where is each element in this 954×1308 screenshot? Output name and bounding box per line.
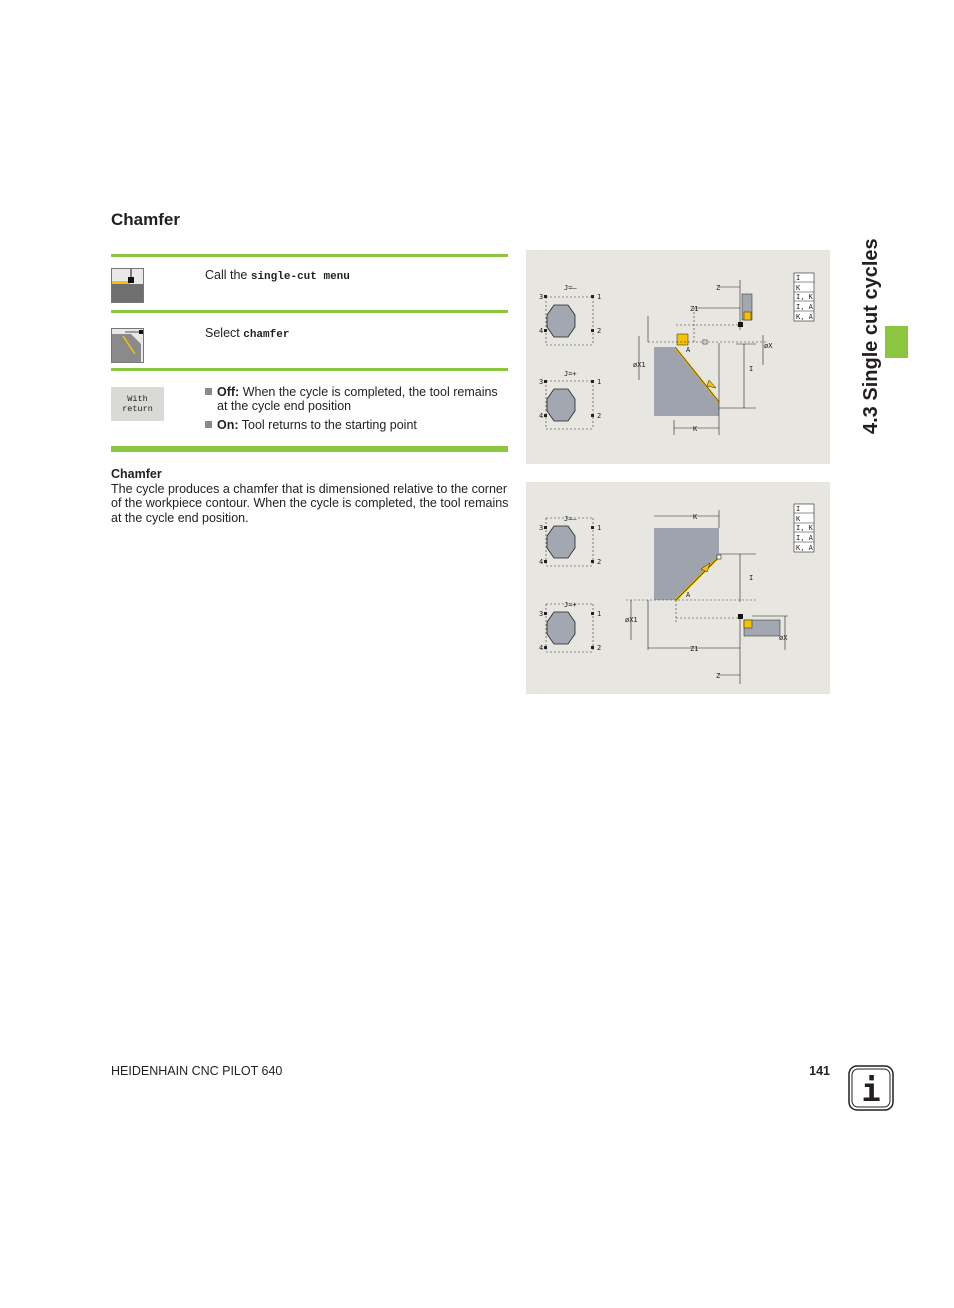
single-cut-menu-code: single-cut menu — [250, 271, 350, 283]
svg-text:2: 2 — [597, 327, 602, 335]
option-on: On: Tool returns to the starting point — [205, 418, 510, 432]
description-heading: Chamfer — [111, 467, 162, 481]
chamfer-description — [111, 467, 511, 525]
step-select-chamfer: Select chamfer — [205, 326, 290, 341]
green-rule-bottom — [111, 446, 508, 452]
svg-text:Z1: Z1 — [690, 645, 699, 653]
green-rule-2 — [111, 310, 508, 313]
bullet-square-icon — [205, 421, 212, 428]
svg-text:1: 1 — [597, 378, 602, 386]
svg-text:2: 2 — [597, 644, 602, 652]
svg-text:3: 3 — [539, 524, 544, 532]
label-k: K — [693, 425, 698, 433]
svg-text:3: 3 — [539, 378, 544, 386]
svg-text:K: K — [796, 515, 801, 523]
parameter-table — [794, 273, 814, 321]
green-rule-top — [111, 254, 508, 257]
svg-text:I, K: I, K — [796, 293, 813, 301]
single-cut-menu-icon[interactable] — [111, 268, 144, 303]
svg-text:i: i — [861, 1071, 881, 1109]
section-title: Chamfer — [111, 210, 180, 229]
svg-text:I: I — [796, 274, 801, 282]
label-j-minus: J=– — [564, 284, 577, 292]
svg-text:A: A — [686, 591, 691, 599]
svg-text:I: I — [796, 505, 801, 513]
svg-text:Z: Z — [716, 672, 721, 680]
svg-text:K: K — [796, 284, 801, 292]
label-j-plus: J=+ — [564, 370, 577, 378]
figure-outside-chamfer — [526, 250, 830, 464]
with-return-softkey[interactable]: With return — [111, 387, 164, 421]
label-a: A — [686, 346, 691, 354]
option-off: Off: When the cycle is completed, the tool remains at the cycle end position — [205, 385, 510, 413]
step-call-menu: Call the single-cut menu — [205, 268, 350, 283]
svg-text:4: 4 — [539, 412, 544, 420]
chapter-tab — [885, 326, 908, 358]
insert-orientation-top — [547, 305, 575, 421]
svg-text:K: K — [693, 513, 698, 521]
svg-text:I, K: I, K — [796, 524, 813, 532]
svg-text:4: 4 — [539, 327, 544, 335]
info-icon — [848, 1065, 894, 1111]
footer-product: HEIDENHAIN CNC PILOT 640 — [111, 1064, 283, 1078]
label-x1: øX1 — [633, 361, 646, 369]
label-z: Z — [716, 284, 721, 292]
svg-text:K, A: K, A — [796, 544, 813, 552]
svg-text:4: 4 — [539, 558, 544, 566]
label-z1: Z1 — [690, 305, 699, 313]
svg-text:øX1: øX1 — [625, 616, 638, 624]
option-list — [205, 385, 510, 437]
svg-text:4: 4 — [539, 644, 544, 652]
svg-text:I, A: I, A — [796, 303, 813, 311]
svg-text:K, A: K, A — [796, 313, 813, 321]
svg-text:3: 3 — [539, 293, 544, 301]
page-number: 141 — [809, 1064, 830, 1078]
svg-text:1: 1 — [597, 610, 602, 618]
svg-text:2: 2 — [597, 558, 602, 566]
svg-text:1: 1 — [597, 293, 602, 301]
chamfer-code: chamfer — [243, 329, 290, 341]
figure-inside-chamfer — [526, 482, 830, 694]
svg-text:3: 3 — [539, 610, 544, 618]
svg-text:J=+: J=+ — [564, 601, 577, 609]
svg-text:2: 2 — [597, 412, 602, 420]
label-i: I — [749, 365, 754, 373]
chapter-title: 4.3 Single cut cycles — [860, 238, 882, 434]
svg-text:I: I — [749, 574, 754, 582]
svg-text:1: 1 — [597, 524, 602, 532]
svg-text:J=–: J=– — [564, 515, 577, 523]
chamfer-icon[interactable] — [111, 328, 144, 363]
green-rule-3 — [111, 368, 508, 371]
label-x: øX — [764, 342, 773, 350]
svg-text:I, A: I, A — [796, 534, 813, 542]
bullet-square-icon — [205, 388, 212, 395]
description-body: The cycle produces a chamfer that is dimensioned relative to the corner of the workpiece contour. When the cycle is completed, the tool remains at the cycle end position. — [111, 481, 509, 525]
svg-text:øX: øX — [779, 634, 788, 642]
